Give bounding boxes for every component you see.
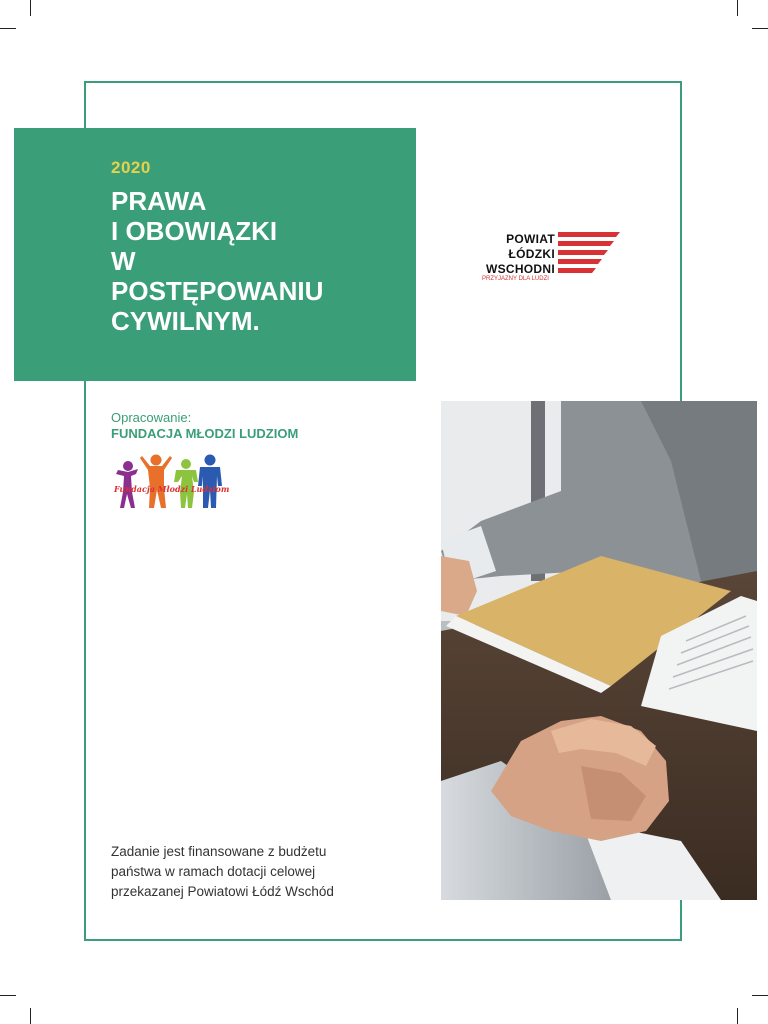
powiat-tagline: PRZYJAZNY DLA LUDZI bbox=[482, 276, 549, 282]
stripes-icon bbox=[554, 230, 624, 276]
title-line: POSTĘPOWANIU bbox=[111, 276, 324, 306]
document-title bbox=[111, 186, 323, 336]
funding-note-line: Zadanie jest finansowane z budżetu bbox=[111, 844, 327, 859]
cover-photo bbox=[441, 401, 757, 900]
powiat-logo-line: ŁÓDZKI bbox=[508, 247, 555, 261]
powiat-logo-line: WSCHODNI bbox=[485, 262, 555, 276]
funding-note-line: przekazanej Powiatowi Łódź Wschód bbox=[111, 884, 334, 899]
title-line: I OBOWIĄZKI bbox=[111, 216, 278, 246]
fundacja-logo-text: Fundacja Młodzi Ludziom bbox=[114, 484, 230, 494]
powiat-logo bbox=[478, 228, 623, 288]
crop-mark bbox=[0, 995, 16, 996]
prepared-by-label: Opracowanie: bbox=[111, 410, 192, 425]
people-icon bbox=[112, 452, 232, 514]
crop-mark bbox=[30, 1008, 31, 1024]
powiat-logo-line: POWIAT bbox=[506, 232, 555, 246]
crop-mark bbox=[752, 28, 768, 29]
prepared-by-name: FUNDACJA MŁODZI LUDZIOM bbox=[111, 426, 299, 441]
publication-year: 2020 bbox=[111, 158, 151, 177]
title-line: PRAWA bbox=[111, 186, 207, 216]
funding-note-line: państwa w ramach dotacji celowej bbox=[111, 864, 316, 879]
meeting-photo bbox=[441, 401, 757, 900]
crop-mark bbox=[30, 0, 31, 16]
crop-mark bbox=[0, 28, 16, 29]
title-line: W bbox=[111, 246, 136, 276]
funding-note bbox=[111, 842, 411, 902]
crop-mark bbox=[737, 0, 738, 16]
crop-mark bbox=[737, 1008, 738, 1024]
fundacja-logo bbox=[112, 452, 232, 514]
title-line: CYWILNYM. bbox=[111, 306, 260, 336]
crop-mark bbox=[752, 995, 768, 996]
